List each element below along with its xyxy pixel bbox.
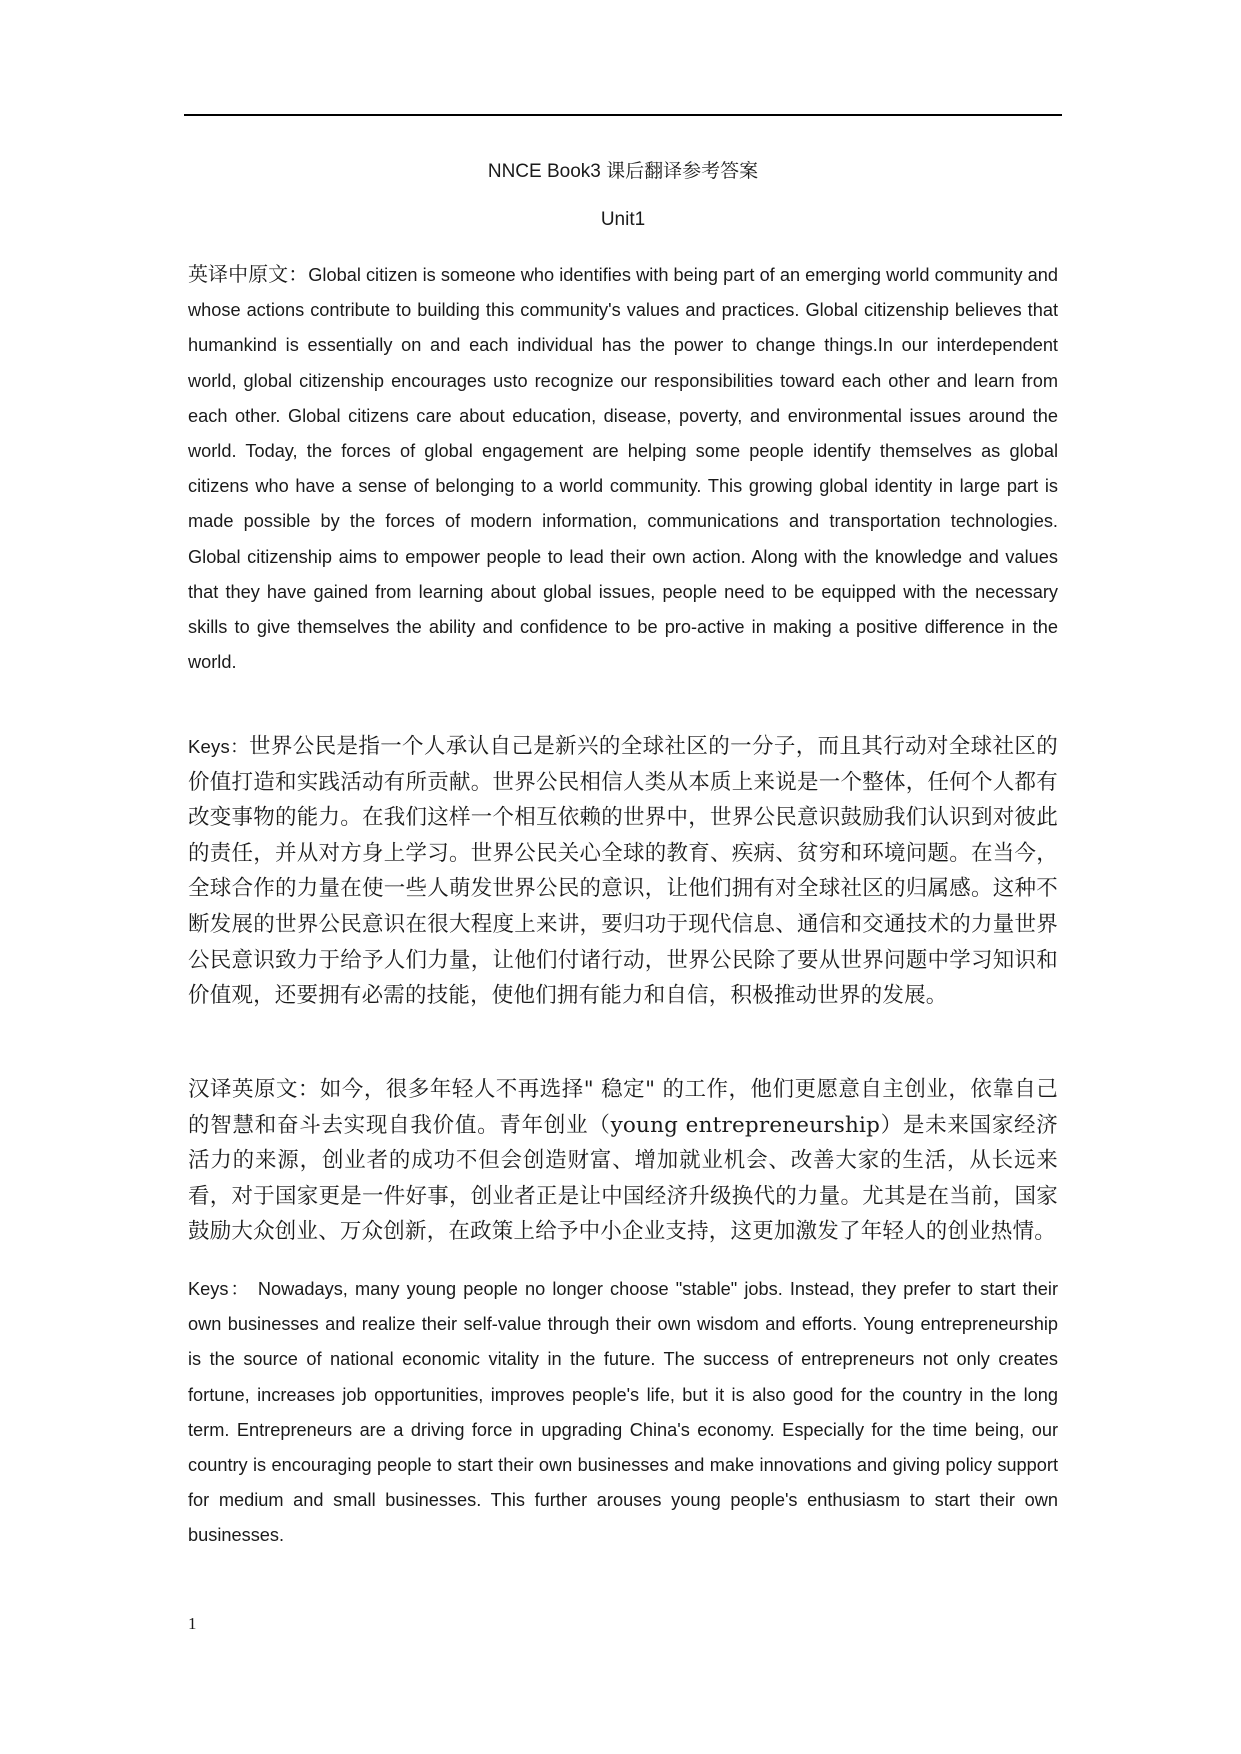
english-translation-paragraph [188,1272,1058,1554]
paragraph-text: 世界公民是指一个人承认自己是新兴的全球社区的一分子，而且其行动对全球社区的价值打造和实践活动有所贡献。世界公民相信人类从本质上来说是一个整体，任何个人都有改变事物的能力。在我们这样一个相互依赖的世界中，世界公民意识鼓励我们认识到对彼此的责任，并从对方身上学习。世界公民关心全球的教育、疾病、贫穷和环境问题。在当今，全球合作的力量在使一些人萌发世界公民的意识，让他们拥有对全球社区的归属感。这种不断发展的世界公民意识在很大程度上来讲，要归功于现代信息、通信和交通技术的力量世界公民意识致力于给予人们力量，让他们付诸行动，世界公民除了要从世界问题中学习知识和价值观，还要拥有必需的技能，使他们拥有能力和自信，积极推动世界的发展。 [188,734,1058,1009]
section-label: 英译中原文： [188,262,309,286]
section-label: 汉译英原文： [188,1077,320,1102]
page-number: 1 [188,1614,197,1633]
section-label: Keys： [188,736,249,757]
document-title: NNCE Book3 课后翻译参考答案 [487,161,759,182]
paragraph-text: 如今，很多年轻人不再选择" 稳定" 的工作，他们更愿意自主创业，依靠自己的智慧和奋斗去实现自我价值。青年创业（young entrepreneurship）是未来国家经济活力的来源，创业者的成功不但会创造财富、增加就业机会、改善大家的生活，从长远来看，对于国家更是一件好事，创业者正是让中国经济升级换代的力量。尤其是在当前，国家鼓励大众创业、万众创新，在政策上给予中小企业支持，这更加激发了年轻人的创业热情。 [188,1077,1058,1245]
paragraph-text: Global citizen is someone who identifies with being part of an emerging world community and whose actions contribute to building this community's values and practices. Global citizenship believes that humankind is essentially on and each individual has the power to change things.In our interdependent world, global citizenship encourages usto recognize our responsibilities toward each other and learn from each other. Global citizens care about education, disease, poverty, and environmental issues around the world. Today, the forces of global engagement are helping some people identify themselves as global citizens who have a sense of belonging to a world community. This growing global identity in large part is made possible by the forces of modern information, communications and transportation technologies. Global citizenship aims to empower people to lead their own action. Along with the knowledge and values that they have gained from learning about global issues, people need to be equipped with the necessary skills to give themselves the ability and confidence to be pro-active in making a positive difference in the world. [188,265,1059,673]
english-source-paragraph [188,257,1058,680]
paragraph-text: Nowadays, many young people no longer choose "stable" jobs. Instead, they prefer to start their own businesses and realize their self-value through their own wisdom and efforts. Young entrepreneurship is the source of national economic vitality in the future. The success of entrepreneurs not only creates fortune, increases job opportunities, improves people's life, but it is also good for the country in the long term. Entrepreneurs are a driving force in upgrading China's economy. Especially for the time being, our country is encouraging people to start their own businesses and make innovations and giving policy support for medium and small businesses. This further arouses young people's enthusiasm to start their own businesses. [188,1279,1058,1546]
section-label: Keys： [188,1279,251,1299]
chinese-translation-paragraph [188,729,1058,1014]
chinese-source-paragraph [188,1072,1058,1250]
unit-title: Unit1 [600,209,646,230]
header-rule [184,114,1062,116]
